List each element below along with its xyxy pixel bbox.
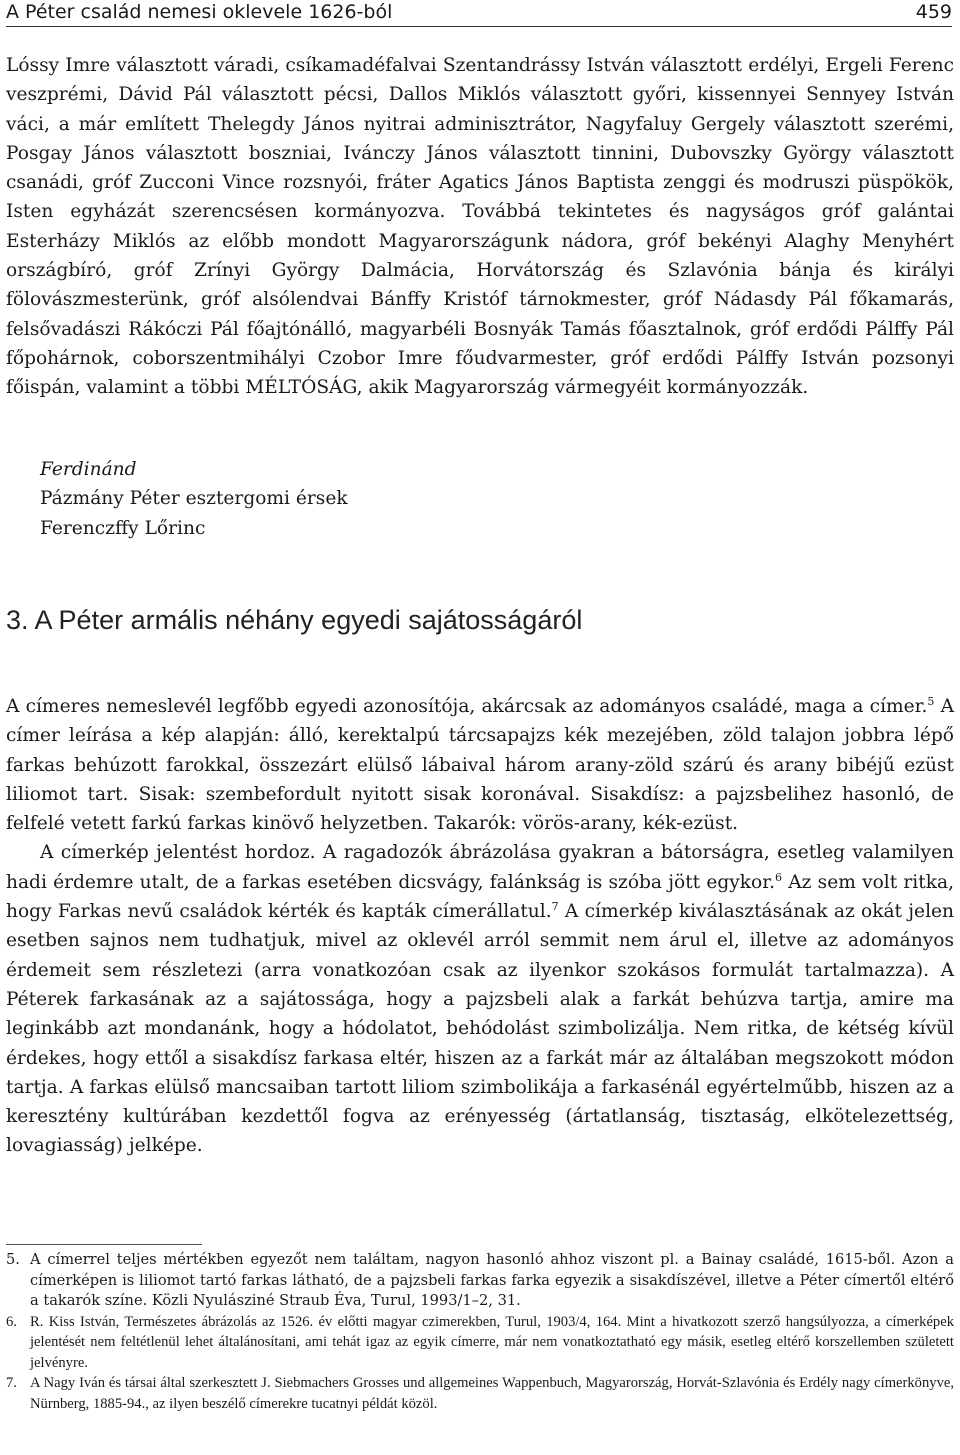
footnote-number: 6.	[6, 1313, 17, 1330]
paragraph-2-part-1: A címeres nemeslevél legfőbb egyedi azonosítója, akárcsak az adományos családé, maga a címer.	[6, 696, 928, 717]
footnote-number: 5.	[6, 1251, 20, 1268]
running-head-title: A Péter család nemesi oklevele 1626-ból	[6, 1, 393, 23]
footnote-ref-7: 7	[551, 900, 559, 914]
paragraph-2-part-2: A címer leírása a kép alapján: álló, kerektalpú tárcsapajzs kék mezejében, zöld talajon jobbra lépő farkas behúzott farokkal, összezárt elülső lábaival három arany-zöld szárú és arany bibéjű ezüst liliomot tart. Sisak: szembefordult nyitott sisak koronával. Sisakdísz: a pajzsbelihez hasonló, de felfelé vetett farkú farkas kinövő helyzetben. Takarók: vörös-arany, kék-ezüst.	[6, 696, 954, 835]
signature-block	[40, 455, 348, 543]
running-head	[6, 0, 952, 27]
footnote-6	[6, 1312, 954, 1374]
page-number: 459	[915, 1, 952, 23]
body-block-1	[6, 51, 954, 403]
footnote-divider	[6, 1244, 202, 1245]
paragraph-3-part-2: Az sem volt ritka, hogy Farkas nevű családok kérték és kapták címerállatul.	[6, 871, 954, 923]
footnote-5	[6, 1250, 954, 1312]
footnote-7	[6, 1373, 954, 1414]
footnote-text: A címerrel teljes mértékben egyezőt nem találtam, nagyon hasonló ahhoz viszont pl. a Bainay családé, 1615-ből. Azon a címerképen is liliomot tartó farkas látható, de a pajzsbeli farkas farka egyezik a sisakdíszével, illetve a Péter címertől eltérő a takarók színe. Közli Nyulásziné Straub Éva, Turul, 1993/1–2, 31.	[30, 1251, 954, 1309]
paragraph-2	[6, 692, 954, 838]
footnote-ref-6: 6	[775, 870, 782, 884]
signature-ferenczffy: Ferenczffy Lőrinc	[40, 517, 206, 539]
footnote-ref-5: 5	[927, 695, 935, 708]
footnote-text: R. Kiss István, Természetes ábrázolás az 1526. év előtti magyar czimerekben, Turul, 1903/4, 164. Mint a hivatkozott szerző hangsúlyozza, a címerképek jelentését nem feltétlenül lehet általánosítani, ami tehát igaz az egyik címerre, már nem vonatkoztatható egy másik, esetleg eltérő korszellemben született jelvényre.	[30, 1313, 954, 1371]
footnotes	[6, 1250, 954, 1414]
paragraph-3-part-3: A címerkép kiválasztásának az okát jelen esetben sajnos nem tudhatjuk, mivel az oklevél arról semmit nem árul el, illetve az adományos érdemeit sem részletezi (arra vonatkozóan csak az ilyenkor szokásos formulát tartalmazza). A Péterek farkasának az a sajátossága, hogy a pajzsbeli alak a farkát behúzva tartja, amire ma leginkább azt mondanánk, hogy a hódolatot, behódolást szimbolizálja. Nem ritka, de kétség kívül érdekes, hogy ettől a sisakdísz farkasa eltér, hiszen az a farkát már az általában megszokott módon tartja. A farkas elülső mancsaiban tartott liliom szimbolikája a farkasénál egyértelműbb, hiszen az a keresztény kultúrában kezdettől fogva az erényesség (ártatlanság, tisztaság, elkötelezettség, lovagiasság) jelképe.	[6, 901, 954, 1157]
signature-pazmany: Pázmány Péter esztergomi érsek	[40, 488, 348, 510]
paragraph-3-part-1: A címerkép jelentést hordoz. A ragadozók ábrázolása gyakran a bátorságra, esetleg valamilyen hadi érdemre utalt, de a farkas esetében dicsvágy, falánkság is szóba jött egykor.	[6, 842, 954, 893]
footnote-number: 7.	[6, 1375, 17, 1391]
footnote-text: A Nagy Iván és társai által szerkesztett J. Siebmachers Grosses und allgemeines Wappenbuch, Magyarország, Horvát-Szlavónia és Erdély nagy címerkönyve, Nürnberg, 1885-94., az ilyen beszélő címerekre tucatnyi példát közöl.	[30, 1375, 954, 1412]
paragraph-1: Lóssy Imre választott váradi, csíkamadéfalvai Szentandrássy István választott erdélyi, Ergeli Ferenc veszprémi, Dávid Pál választott pécsi, Dallos Miklós választott győri, kissennyei Sennyey István váci, a már említett Thelegdy János nyitrai adminisztrátor, Nagyfaluy Gergely választott szerémi, Posgay János választott boszniai, Ivánczy János választott tinnini, Dubovszky György választott csanádi, gróf Zucconi Vince rozsnyói, fráter Agatics János Baptista zenggi és modruszi püspökök, Isten egyházát szerencsésen kormányozva. Továbbá tekintetes és nagyságos gróf galántai Esterházy Miklós az előbb mondott Magyarországunk nádora, gróf bekényi Alaghy Menyhért országbíró, gróf Zrínyi György Dalmácia, Horvátország és Szlavónia bánja és királyi fölovászmesterünk, gróf alsólendvai Bánffy Kristóf tárnokmester, gróf Nádasdy Pál főkamarás, felsővadászi Rákóczi Pál főajtónálló, magyarbéli Bosnyák Tamás főasztalnok, gróf erdődi Pálffy Pál főpohárnok, coborszentmihályi Czobor Imre főudvarmester, gróf erdődi Pálffy István pozsonyi főispán, valamint a többi MÉLTÓSÁG, akik Magyarország vármegyéit kormányozzák.	[6, 55, 954, 399]
body-block-2	[6, 692, 954, 1161]
paragraph-3	[6, 838, 954, 1160]
signature-ferdinand: Ferdinánd	[40, 459, 137, 480]
section-heading: 3. A Péter armális néhány egyedi sajátosságáról	[6, 605, 583, 635]
